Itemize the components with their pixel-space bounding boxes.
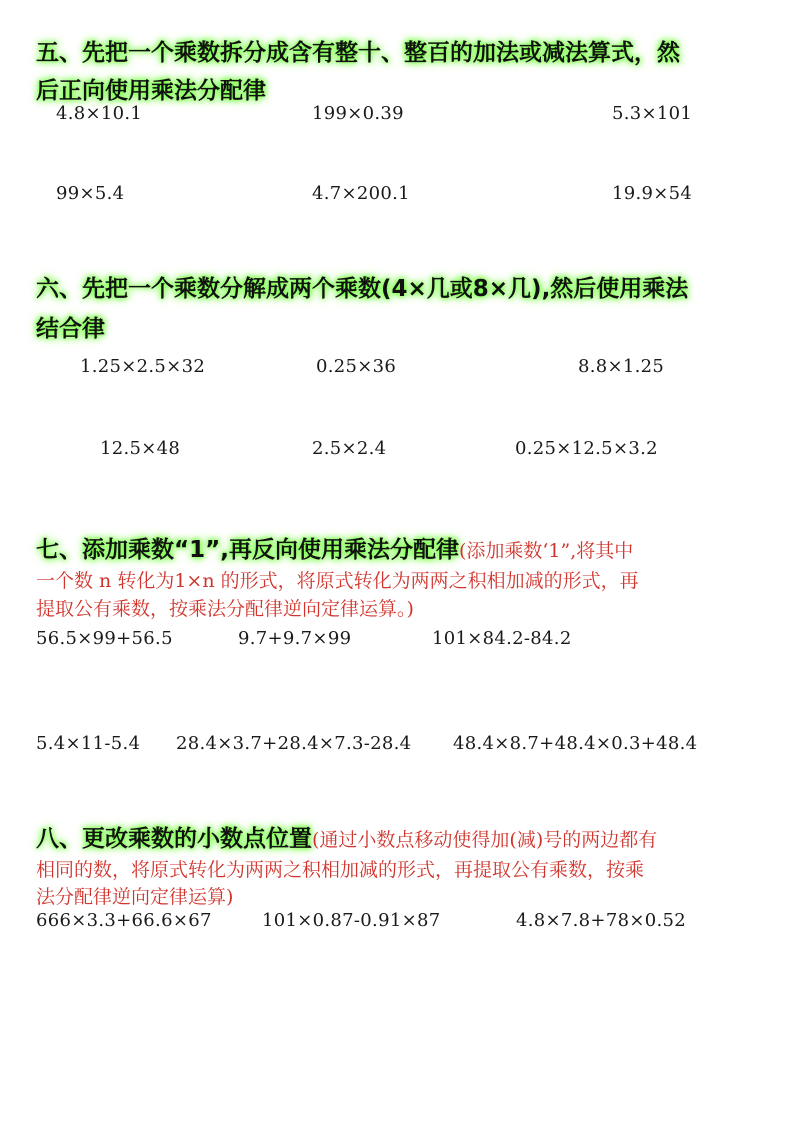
problem-7-5: 28.4×3.7+28.4×7.3-28.4 <box>176 733 412 754</box>
section6-title-line2: 结合律 <box>36 316 105 342</box>
section8-note-line3: 法分配律逆向定律运算) <box>36 886 234 908</box>
problem-7-6: 48.4×8.7+48.4×0.3+48.4 <box>453 733 698 754</box>
section7-note-line2: 一个数 n 转化为1×n 的形式，将原式转化为两两之积相加减的形式，再 <box>36 570 639 592</box>
problem-8-3: 4.8×7.8+78×0.52 <box>516 910 686 931</box>
problem-5-5: 4.7×200.1 <box>312 183 410 204</box>
problem-6-5: 2.5×2.4 <box>312 438 387 459</box>
section7-note-line1: (添加乘数‘1”,将其中 <box>458 540 634 562</box>
problem-6-4: 12.5×48 <box>100 438 181 459</box>
section7-title-line1 <box>36 531 633 564</box>
problem-7-4: 5.4×11-5.4 <box>36 733 141 754</box>
section5-title-line2: 后正向使用乘法分配律 <box>36 78 266 104</box>
problem-5-3: 5.3×101 <box>612 103 693 124</box>
section6-title-line1: 六、先把一个乘数分解成两个乘数(4×几或8×几),然后使用乘法 <box>36 276 689 302</box>
section5-title-line1: 五、先把一个乘数拆分成含有整十、整百的加法或减法算式，然 <box>36 40 680 66</box>
problem-7-1: 56.5×99+56.5 <box>36 628 173 649</box>
problem-5-2: 199×0.39 <box>312 103 404 124</box>
problem-7-2: 9.7+9.7×99 <box>238 628 352 649</box>
problem-8-1: 666×3.3+66.6×67 <box>36 910 212 931</box>
problem-6-6: 0.25×12.5×3.2 <box>515 438 658 459</box>
problem-6-1: 1.25×2.5×32 <box>80 356 206 377</box>
problem-5-6: 19.9×54 <box>612 183 693 204</box>
section8-title-line1 <box>36 820 657 853</box>
problem-6-2: 0.25×36 <box>316 356 397 377</box>
problem-7-3: 101×84.2-84.2 <box>432 628 572 649</box>
section7-note-line3: 提取公有乘数，按乘法分配律逆向定律运算。) <box>36 598 414 620</box>
section8-note-line2: 相同的数，将原式转化为两两之积相加减的形式，再提取公有乘数，按乘 <box>36 859 645 881</box>
section8-title: 八、更改乘数的小数点位置 <box>36 826 312 852</box>
section7-title: 七、添加乘数“1”,再反向使用乘法分配律 <box>36 537 459 563</box>
problem-5-4: 99×5.4 <box>56 183 125 204</box>
section8-note-line1: (通过小数点移动使得加(减)号的两边都有 <box>312 829 658 851</box>
problem-6-3: 8.8×1.25 <box>578 356 665 377</box>
problem-8-2: 101×0.87-0.91×87 <box>262 910 441 931</box>
problem-5-1: 4.8×10.1 <box>56 103 143 124</box>
